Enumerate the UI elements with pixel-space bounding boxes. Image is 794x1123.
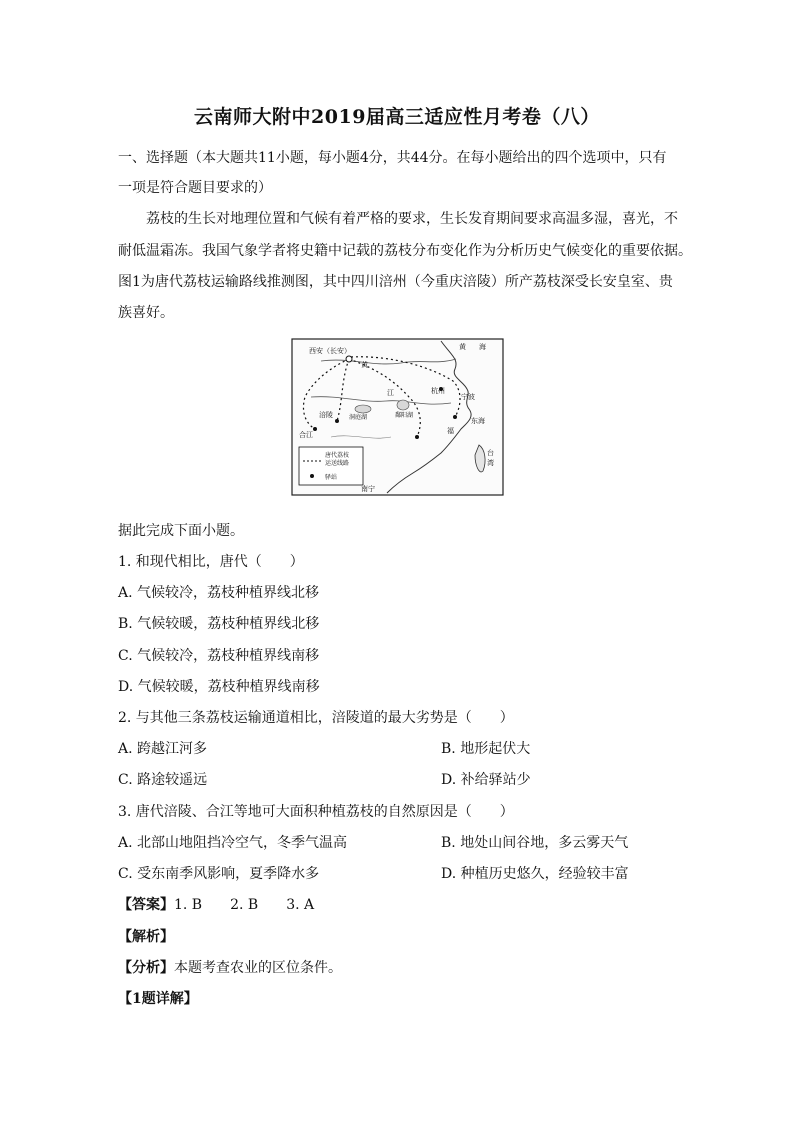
question-2-option-d: D. 补给驿站少 <box>441 772 531 788</box>
question-1-option-d: D. 气候较暖，荔枝种植界线南移 <box>118 679 320 695</box>
question-2-stem: 2. 与其他三条荔枝运输通道相比，涪陵道的最大劣势是（ ） <box>118 710 514 726</box>
poyang-lake <box>397 400 409 410</box>
label-wan: 湾 <box>487 459 494 467</box>
map-svg <box>291 337 505 497</box>
passage-line1: 荔枝的生长对地理位置和气候有着严格的要求，生长发育期间要求高温多湿，喜光，不 <box>146 211 678 227</box>
question-1-stem: 1. 和现代相比，唐代（ ） <box>118 554 304 570</box>
answer-values: 1. B 2. B 3. A <box>174 897 315 913</box>
question-1-option-b: B. 气候较暖，荔枝种植界线北移 <box>118 616 320 632</box>
label-hai: 海 <box>479 343 486 351</box>
xian-marker <box>346 356 352 362</box>
question-3-option-b: B. 地处山间谷地，多云雾天气 <box>441 835 629 851</box>
label-ningbo: 宁波 <box>461 393 475 401</box>
passage-line3: 图1为唐代荔枝运输路线推测图，其中四川涪州（今重庆涪陵）所产荔枝深受长安皇室、贵 <box>118 274 673 290</box>
label-fuzhou: 福 <box>447 427 454 435</box>
answer-line <box>118 894 314 914</box>
litchi-route-map <box>291 337 505 497</box>
question-2-option-a: A. 跨越江河多 <box>118 741 208 757</box>
label-donghai: 东海 <box>471 417 485 425</box>
fenxi-text: 本题考查农业的区位条件。 <box>174 960 342 976</box>
passage-line2: 耐低温霜冻。我国气象学者将史籍中记载的荔枝分布变化作为分析历史气候变化的重要依据。 <box>118 243 692 259</box>
label-hangzhou: 杭州 <box>431 387 445 395</box>
legend-route1: 唐代荔枝 <box>325 452 350 459</box>
station-marker <box>313 427 317 431</box>
legend-station-symbol <box>310 474 314 478</box>
label-fuling: 涪陵 <box>319 411 333 419</box>
question-2-option-c: C. 路途较遥远 <box>118 772 208 788</box>
label-dongting: 洞庭湖 <box>349 414 368 421</box>
legend-route2: 运送线路 <box>325 460 350 467</box>
question-1-option-a: A. 气候较冷，荔枝种植界线北移 <box>118 585 320 601</box>
instruction: 据此完成下面小题。 <box>118 523 244 539</box>
label-huang: 黄 <box>459 343 466 351</box>
question-3-option-d: D. 种植历史悠久，经验较丰富 <box>441 866 629 882</box>
station-marker <box>415 435 419 439</box>
section-header-line2: 一项是符合题目要求的） <box>118 180 272 196</box>
fenxi-label: 【分析】 <box>118 960 174 976</box>
label-tai: 台 <box>487 449 494 457</box>
station-marker <box>453 415 457 419</box>
dongting-lake <box>355 405 371 413</box>
question-3-stem: 3. 唐代涪陵、合江等地可大面积种植荔枝的自然原因是（ ） <box>118 804 514 820</box>
label-poyang: 鄱阳湖 <box>395 412 414 419</box>
question-1-option-c: C. 气候较冷，荔枝种植界线南移 <box>118 648 320 664</box>
label-huangqi: 黄 <box>361 361 368 369</box>
station-marker <box>335 419 339 423</box>
analysis-label: 【解析】 <box>118 929 174 945</box>
question-3-option-a: A. 北部山地阻挡冷空气，冬季气温高 <box>118 835 348 851</box>
section-header-line1: 一、选择题（本大题共11小题，每小题4分，共44分。在每小题给出的四个选项中，只有 <box>118 150 667 166</box>
label-nanning: 南宁 <box>361 485 375 493</box>
label-xian: 西安（长安） <box>309 347 351 355</box>
label-hejiang: 合江 <box>299 431 313 439</box>
fenxi-line <box>118 957 342 977</box>
question-3-option-c: C. 受东南季风影响，夏季降水多 <box>118 866 320 882</box>
answer-label: 【答案】 <box>118 897 174 913</box>
question-2-option-b: B. 地形起伏大 <box>441 741 531 757</box>
label-jiang: 江 <box>387 389 394 397</box>
detail-label: 【1题详解】 <box>118 991 198 1007</box>
passage-line4: 族喜好。 <box>118 305 174 321</box>
page-title: 云南师大附中2019届高三适应性月考卷（八） <box>194 106 600 128</box>
legend-station: 驿站 <box>325 474 338 481</box>
